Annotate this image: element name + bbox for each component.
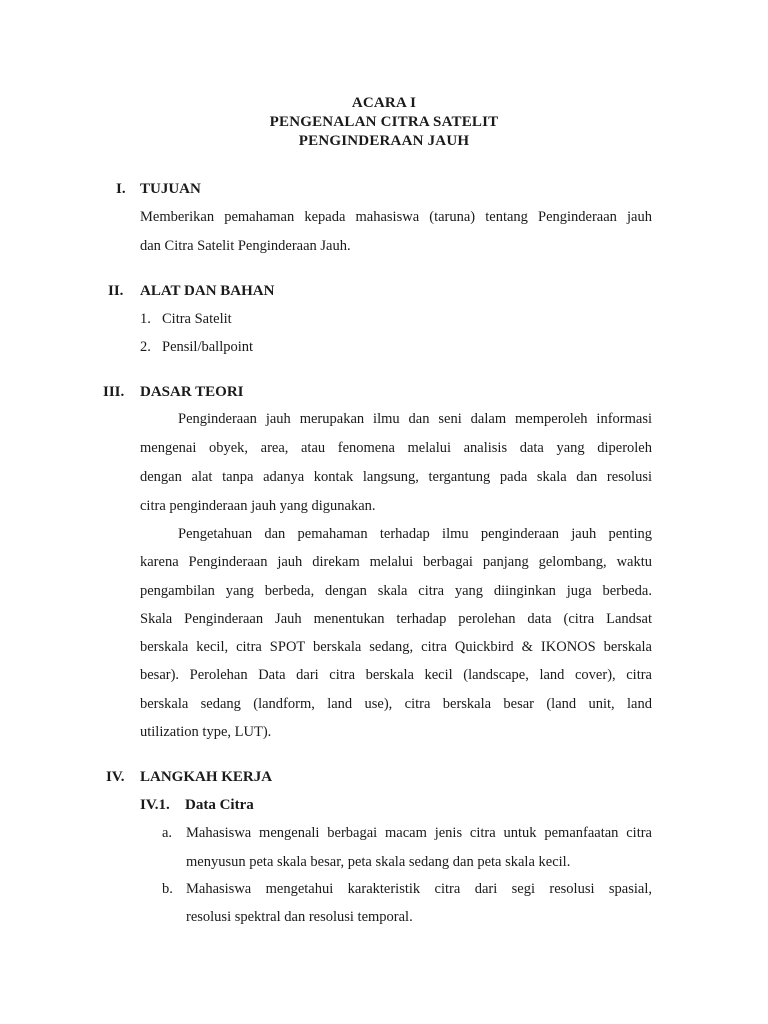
document-title — [0, 94, 768, 151]
list-item-continuation: resolusi spektral dan resolusi temporal. — [186, 909, 413, 925]
list-marker: b. — [162, 881, 173, 897]
section-heading-alat-bahan: ALAT DAN BAHAN — [140, 283, 275, 299]
body-line: utilization type, LUT). — [140, 724, 272, 740]
body-line: pengambilan yang berbeda, dengan skala citra yang diinginkan juga berbeda. — [140, 583, 652, 599]
body-line: Memberikan pemahaman kepada mahasiswa (taruna) tentang Penginderaan jauh — [140, 209, 652, 225]
subsection-heading-data-citra: Data Citra — [185, 797, 254, 813]
body-line: Pengetahuan dan pemahaman terhadap ilmu penginderaan jauh penting — [178, 526, 652, 542]
title-line-1: ACARA I — [351, 95, 417, 111]
body-line: berskala sedang (landform, land use), citra berskala besar (land unit, land — [140, 696, 652, 712]
body-line: berskala kecil, citra SPOT berskala sedang, citra Quickbird & IKONOS berskala — [140, 639, 652, 655]
body-line: dengan alat tanpa adanya kontak langsung, tergantung pada skala dan resolusi — [140, 469, 652, 485]
list-item: Citra Satelit — [162, 311, 232, 327]
subsection-number: IV.1. — [140, 797, 170, 813]
section-number-3: III. — [103, 384, 125, 400]
list-marker: 2. — [140, 339, 151, 355]
list-item: Mahasiswa mengenali berbagai macam jenis citra untuk pemanfaatan citra — [186, 825, 652, 841]
list-marker: 1. — [140, 311, 151, 327]
body-line: besar). Perolehan Data dari citra berskala kecil (landscape, land cover), citra — [140, 667, 652, 683]
list-marker: a. — [162, 825, 173, 841]
section-number-4: IV. — [106, 769, 125, 785]
title-line-3: PENGINDERAAN JAUH — [298, 133, 470, 149]
body-line: karena Penginderaan jauh direkam melalui berbagai panjang gelombang, waktu — [140, 554, 652, 570]
title-line-2: PENGENALAN CITRA SATELIT — [269, 114, 499, 130]
body-line: Penginderaan jauh merupakan ilmu dan seni dalam memperoleh informasi — [178, 411, 652, 427]
section-heading-tujuan: TUJUAN — [140, 181, 201, 197]
body-line: dan Citra Satelit Penginderaan Jauh. — [140, 238, 351, 254]
section-number-2: II. — [108, 283, 124, 299]
list-item: Pensil/ballpoint — [162, 339, 254, 355]
list-item: Mahasiswa mengetahui karakteristik citra dari segi resolusi spasial, — [186, 881, 652, 897]
section-heading-dasar-teori: DASAR TEORI — [140, 384, 244, 400]
body-line: citra penginderaan jauh yang digunakan. — [140, 498, 376, 514]
body-line: Skala Penginderaan Jauh menentukan terhadap perolehan data (citra Landsat — [140, 611, 652, 627]
list-item-continuation: menyusun peta skala besar, peta skala sedang dan peta skala kecil. — [186, 854, 571, 870]
section-heading-langkah-kerja: LANGKAH KERJA — [140, 769, 273, 785]
section-number-1: I. — [116, 181, 126, 197]
body-line: mengenai obyek, area, atau fenomena melalui analisis data yang diperoleh — [140, 440, 652, 456]
